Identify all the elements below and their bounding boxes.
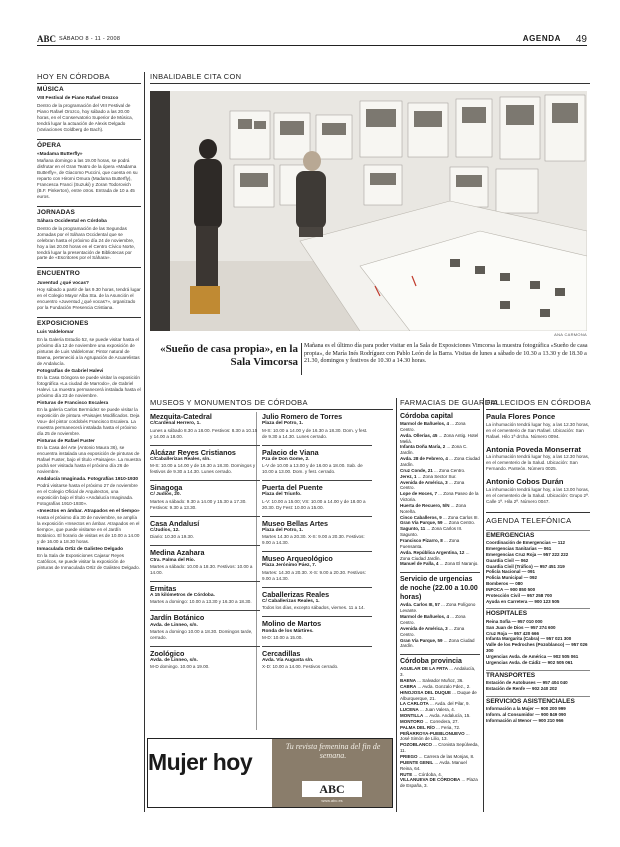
pharmacy-address: Avenida de América, 3 (400, 625, 448, 631)
museum-name: Alcázar Reyes Cristianos (150, 445, 260, 457)
separator: ... (442, 537, 450, 543)
phone-row: Ayuda en Carretera — 900 123 505 (486, 598, 560, 604)
museum-address: Plaza Jerónimo Páez, 7. (262, 563, 317, 569)
phone-row: Reina Sofía — 957 010 000 (486, 618, 543, 624)
museum-address: Avda. de Linneo, s/n. (150, 622, 198, 628)
separator: ... (449, 614, 456, 620)
phone-row: Información a la Mujer — 900 200 999 (486, 706, 566, 712)
pharmacy-row (400, 731, 480, 743)
museums-title: MUSEOS Y MONUMENTOS DE CÓRDOBA (150, 398, 308, 407)
pharmacy-row (400, 626, 480, 638)
deaths-title: FALLECIDOS EN CÓRDOBA (486, 398, 592, 407)
event-description: En la Casa Góngora se puede visitar la exposición fotográfica «La ciudad de Marrodo», de Gabriel Halevi. La muestra permanecerá instalada hasta el próximo día 23 de noviembre. (37, 374, 141, 398)
separator: ... (416, 683, 423, 689)
photo-section-title: INBALIDABLE CITA CON (150, 72, 242, 81)
divider (150, 83, 590, 84)
separator: ... (441, 514, 449, 520)
phone-row: Policía Nacional — 091 (486, 569, 536, 575)
pharmacy-zone: Zona Centro. (400, 614, 466, 625)
issue-date: SÁBADO 8 - 11 - 2008 (59, 36, 121, 42)
pharmacy-address: Cruz Conde, 21 (400, 467, 433, 473)
event-title: Luis Valdelomar (37, 330, 74, 336)
event-title: Pinturas de Francisco Escalera (37, 400, 109, 406)
museum-hours: Martes: 14.30 a 20.30. X-S: 9.00 a 20.30. Festivos: 9.00 a 14.30. (262, 569, 366, 581)
museum-name: Medina Azahara (150, 545, 260, 557)
pharmacy-row (400, 503, 480, 515)
museum-hours: Martes a domingo: 10.00 a 13.30 y 16.30 a 18.30. (150, 599, 252, 605)
museum-hours: Martes a sábado: 10.00 a 18.30. Festivos: 10.00 a 14.00. (150, 563, 253, 575)
pharmacy-zone: Zona Ciudad Jardín. (400, 456, 480, 467)
museums-column-2 (262, 412, 372, 670)
pharmacy-zone: Zona Antig. Hotel Meliá. (400, 432, 479, 444)
event-description: Mañana domingo a las 19.00 horas, se podrá disfrutar en el Gran Teatro de la ópera «Madama Butterfly», de Giacomo Puccini, que cuenta en su reparto con Hiromi Omura (Madama Butterfly), Francesca Franci (Suzuki) y Zoran Todorovich (B.F. Pinkerton), entre otros. Entrada de 10 a 45 euros. (37, 158, 138, 199)
pharmacy-address: CABRA (400, 683, 417, 689)
pharmacy-row (400, 690, 480, 702)
pharmacy-row (400, 480, 480, 492)
event-description: En la Galería Estudio 52, se puede visitar hasta el próximo día 12 de noviembre una exposición de pinturas de Luis Valdelomar. Pintor natural de Baena, perteneció a la Agrupación de Acuarelistas de Andalucía. (37, 336, 140, 366)
phone-row: Infanta Margarita (Cabra) — 957 021 300 (486, 636, 572, 642)
museum-name: Puerta del Puente (262, 480, 372, 492)
event-title: «Madama Butterfly» (37, 151, 83, 157)
pharmacy-zone: Zona Polígono Levante. (400, 602, 476, 614)
divider (400, 409, 480, 410)
abc-logo: ABC (302, 781, 362, 797)
burial-details: La inhumación tendrá lugar hoy, a las 13.00 horas, en el cementerio de la Salud. Ubicación: Grupo 2ª. Calle 1ª. Hila 2ª. Número 0047. (486, 487, 590, 504)
pharmacy-address: LA CARLOTA (400, 701, 429, 707)
pharmacy-zone: Salvador Muñoz, 36. (422, 678, 464, 683)
pharmacy-row (400, 614, 480, 626)
phone-row: Bomberos — 080 (486, 581, 523, 587)
pharmacy-address: VILLANUEVA DE CÓRDOBA (400, 777, 461, 783)
event-description: Hasta el próximo día 30 de noviembre, se amplía la exposición «Insectos en ámbar. Atrapados en el tiempo», que puede visitarse en el Jardín Botánico. El horario de visitas es de 10.00 a 14.00 y de 16.00 a 18.30 horas. (37, 515, 140, 544)
pharmacy-zone: Cronista Sepúlveda, 11. (400, 742, 479, 754)
exhibition-photo-graphic (150, 91, 587, 331)
section-heading: ENCUENTRO (37, 267, 141, 278)
pharmacy-row (400, 538, 480, 550)
left-column-title: HOY EN CÓRDOBA (37, 72, 110, 81)
pharmacy-zone: Corredera, 27. (429, 718, 459, 724)
pharmacy-address: Infanta Doña María, 2 (400, 444, 446, 450)
section-name: AGENDA (522, 34, 561, 43)
column-divider (144, 72, 145, 812)
event-title: Sáhara Occidental en Córdoba (37, 219, 107, 225)
burial-details: La inhumación tendrá lugar hoy, a las 12.30 horas, en el cementerio de la Salud. Ubicación: San Fernando. Panteón. Número 0025. (486, 454, 590, 472)
divider (486, 409, 590, 410)
separator: ... (448, 666, 455, 672)
museum-name: Mezquita-Catedral (150, 412, 212, 421)
phone-row: Policía Municipal — 092 (486, 575, 538, 581)
pharmacy-address: Huerta de Recuero, 5/N (400, 502, 450, 508)
pharmacy-address: RUTE (400, 771, 413, 777)
separator: ... (451, 689, 458, 695)
separator: ... (417, 753, 424, 759)
pharmacy-address: Avda. Carlos III, 57 (400, 602, 440, 608)
museum-hours: X-D: 10.00 a 14.00. Festivos cerrado. (262, 664, 339, 670)
pharmacy-address: PUENTE GENIL (400, 759, 434, 765)
museum-name: Ermitas (150, 581, 260, 593)
exhibition-photo (150, 91, 587, 331)
separator: ... (418, 707, 426, 713)
page-header (37, 34, 587, 46)
pharmacy-address: PRIEGO (400, 753, 418, 759)
brand-logo: ABC (37, 34, 57, 44)
museum-hours: Martes 14.30 a 20.30. X-S: 9.00 a 20.30. Festivos: 9.00 a 14.30. (262, 534, 365, 546)
pharmacy-zone: Zona Ciudad Jardín. (400, 555, 441, 561)
pharmacy-row (400, 550, 480, 562)
phone-row: Información al Menor — 900 210 966 (486, 717, 564, 723)
museum-address: Avda. Vía Augusta s/n. (262, 658, 314, 664)
event-description: En la galería Carlos Bermúdez se puede visitar la exposición de pintura «Paisajes Modificados. Deja Vou» del pintor cordobés Francisco Escalera. La muestra permanecerá instalada hasta el próximo día 25 de noviembre. (37, 406, 140, 436)
pharmacy-row (400, 444, 480, 456)
pharmacy-address: Avda. Ollerías, 45 (400, 432, 438, 438)
pharmacy-row (400, 777, 480, 789)
museums-column-1 (150, 412, 260, 670)
pharmacy-row (400, 491, 480, 503)
phone-directory-title: AGENDA TELEFÓNICA (486, 512, 590, 526)
phone-row: Inform. al Consumidor — 900 849 090 (486, 712, 567, 718)
museum-name: Sinagoga (150, 480, 260, 492)
pharmacy-row (400, 421, 480, 433)
pharmacy-zone: Andalucía, 3. (400, 666, 476, 678)
pharmacy-address: Avenida de América, 3 (400, 479, 448, 485)
pharmacy-zone: Córdoba, 4. (418, 771, 443, 777)
museum-hours: M-D domingo. 10.00 a 19.00. (150, 664, 210, 670)
separator: ... (447, 479, 454, 485)
pharmacy-address: Sagunto, 11 (400, 526, 426, 532)
page-number: 49 (575, 34, 587, 45)
museum-address: A 15 kilómetros de Córdoba. (150, 593, 215, 599)
phone-row: San Juan de Dios — 957 274 600 (486, 624, 556, 630)
separator: ... (439, 602, 447, 608)
burial-details: La inhumación tendrá lugar hoy, a las 12.30 horas, en el cementerio de San Rafael. Ubicación: San Rafael. Hilo 1ª drcha. Número 0094. (486, 421, 590, 439)
museum-hours: Lunes a sábado 8.30 a 18.00. Festivos: 8.30 a 10.15 y 14.00 a 18.00. (150, 427, 258, 439)
separator: ... (447, 456, 455, 462)
pharmacy-address: Marmol de Bañuelos, 4 (400, 614, 450, 620)
left-column (37, 86, 141, 571)
museum-address: Pza de Don Gome, 2. (262, 456, 310, 462)
museum-hours: Martes a sábado: 9.30 a 14.00 y 15.30 a 17.30. Festivos: 9.30 a 13.30. (150, 498, 247, 510)
museum-address: C/ Caballerizas Reales, 1. (262, 599, 320, 605)
separator: ... (412, 771, 419, 777)
separator: ... (464, 730, 470, 736)
museum-address: C/Cardenal Herrero, 1. (150, 421, 201, 427)
pharmacy-address: Jerez, 1 (400, 473, 417, 479)
museum-name: Caballerizas Reales (262, 587, 372, 599)
museum-name: Casa Andalusí (150, 516, 260, 528)
event-description: Dentro de la programación de las Segundas Jornadas por el Sáhara Occidental que se celebran hasta el próximo día 24 de noviembre, hoy a las 20.00 horas en el Centro Cívico Norte, tendrá lugar la presentación de Bibliotecas por parte de «Escritores por el Sáhara». (37, 225, 136, 261)
separator: ... (447, 625, 454, 631)
event-title: Inmaculada Ortiz de Galisteo Delgado (37, 546, 124, 552)
museum-name: Molino de Martos (262, 616, 372, 628)
phone-row: Guardia Civil — 062 (486, 557, 529, 563)
pharmacy-zone: Plaza de España, 3. (400, 777, 478, 789)
pharmacy-zone: Zona Noreña. (400, 502, 467, 514)
deceased-name: Antonia Poveda Monserrat (486, 444, 582, 454)
pharmacy-zone: Juan Valera, 4. (425, 707, 455, 713)
pharmacies-title: FARMACIAS DE GUARDIA (400, 398, 499, 407)
pharmacy-address: Lope de Hoces, 7 (400, 491, 438, 497)
divider (301, 343, 302, 375)
museum-address: Ronda de los Mártires. (262, 628, 314, 634)
pharmacy-address: MONTILLA (400, 713, 424, 719)
pharmacy-address: Cinco Caballeros, 9 (400, 514, 442, 520)
museum-hours: Todos los días, excepto sábados, viernes. 11 a 14. (262, 605, 365, 611)
museum-address: Plaza del Potro, 1. (262, 527, 304, 533)
pharmacy-address: POZOBLANCO (400, 742, 432, 748)
separator: ... (437, 432, 444, 438)
photo-caption: Mañana es el último día para poder visitar en la Sala de Exposiciones Vimcorsa la muestra fotográfica «Sueño de casa propia», de María Inés Rodríguez con Pablo León de la Barra. Visitas de lunes a sábado de 10.30 a 13.30 y de 18.30 a 21.30, domingos y festivos de 10.30 a 14.30 horas. (304, 343, 588, 364)
phone-group-heading: SERVICIOS ASISTENCIALES (486, 696, 590, 706)
phone-row: INFOCA — 900 850 500 (486, 586, 536, 592)
phone-row: Urgencias Avda. de Cádiz — 902 505 061 (486, 659, 573, 665)
column-divider (396, 398, 397, 812)
separator: ... (464, 549, 470, 555)
event-title: VIII Festival de Piano Rafael Orozco (37, 96, 119, 102)
pharmacy-address: Avda. República Argentina, 12 (400, 549, 465, 555)
event-title: Pinturas de Rafael Fuster (37, 438, 95, 444)
pharmacy-zone: Zona Ciudad Jardín. (400, 637, 475, 649)
phone-row: Estación de Renfe — 902 240 202 (486, 685, 558, 691)
pharmacy-zone: Zona C. Jardín. (400, 444, 468, 456)
event-title: Juventud ¿qué vocas? (37, 280, 89, 286)
museum-address: Ctra. Palma del Río. (150, 557, 196, 563)
museum-address: Avda. de Linneo, s/n. (150, 658, 198, 664)
section-heading: EXPOSICIONES (37, 317, 141, 328)
museum-address: C/ Judíos, 20. (150, 492, 181, 498)
museum-hours: L-V: 10.00 a 15.00; VS: 10.00 a 14.00 y de 18.00 a 20.30. Dy Fest: 10.00 a 15.00. (262, 498, 366, 510)
separator: ... (449, 502, 456, 508)
phone-row: Emergencias Sanitarias — 061 (486, 546, 552, 551)
phone-group-heading: EMERGENCIAS (486, 530, 590, 540)
museum-address: Plaza del Potro, 1. (262, 421, 304, 427)
museum-hours: M-D: 10.00 a 15.00. (262, 634, 303, 640)
phone-row: Guardia Civil (Tráfico) — 957 451 319 (486, 563, 565, 569)
pharmacy-address: BAENA (400, 678, 417, 683)
museum-address: Plaza del Triunfo. (262, 492, 302, 498)
deceased-name: Antonio Cobos Durán (486, 477, 564, 487)
pharmacy-address: Gran Vía Parque, 59 (400, 637, 443, 643)
museum-hours: Martes a domingo 10.00 a 18.30. Domingos tarde, cerrado. (150, 628, 253, 640)
column-divider (483, 398, 484, 812)
separator: ... (416, 678, 423, 683)
ad-panel (272, 739, 392, 807)
museum-hours: Diario: 10.30 a 19.30. (150, 534, 194, 540)
pharmacy-row (400, 456, 480, 468)
pharmacy-address: Marmol de Bañuelos, 4 (400, 421, 450, 427)
pharmacy-zone: Zona Carlos III. (448, 514, 479, 520)
separator: ... (433, 759, 440, 765)
pharmacy-zone: Zona Sector Sur. (422, 473, 457, 479)
pharmacy-address: PALMA DEL RÍO (400, 724, 435, 730)
phone-group-heading: HOSPITALES (486, 608, 590, 618)
phone-row: Urgencias Avda. de América — 902 505 061 (486, 653, 579, 659)
separator: ... (432, 742, 439, 748)
divider (37, 83, 141, 84)
separator: ... (442, 520, 449, 526)
separator: ... (434, 724, 442, 730)
museum-name: Cercadillas (262, 646, 372, 658)
separator: ... (425, 526, 432, 532)
pharmacy-zone: José Simón de Lilio, 13. (400, 736, 448, 742)
museum-name: Museo Arqueológico (262, 551, 372, 563)
separator: ... (437, 491, 444, 497)
mujer-hoy-ad[interactable] (147, 738, 393, 808)
photo-credit: ANA CARMONA (554, 332, 587, 337)
pharmacy-zone: Zona Paseo de la Victoria. (400, 491, 479, 503)
museum-name: Zoológico (150, 646, 260, 658)
section-heading: ÓPERA (37, 139, 141, 150)
phone-row: Cruz Roja — 957 420 666 (486, 630, 540, 636)
ad-masthead: Mujer hoy (148, 749, 253, 775)
pharmacy-zone: Zona Carlos III. Sagunto. (400, 526, 463, 538)
event-description: En la Casa del Arte (Antonio Maura 36), se encuentra instalada una exposición de pinturas de Rafael Fuster, bajo el título «Paisajes». La muestra podrá ser visitada hasta el próximo día 26 de noviembre. (37, 444, 141, 474)
divider (150, 409, 393, 410)
pharmacy-heading: Córdoba provincia (400, 654, 480, 666)
pharmacy-zone: Zona Centro. (400, 479, 465, 491)
museum-address: C/Judíos, 12. (150, 527, 180, 533)
pharmacy-address: LUCENA (400, 707, 419, 713)
separator: ... (460, 777, 467, 783)
pharmacy-address: Avda. 28 de Febrero, 4 (400, 456, 448, 462)
deceased-name: Paula Flores Ponce (486, 412, 556, 421)
pharmacy-zone: Avda. Gonzalo Fdez., 2. (422, 683, 471, 689)
pharmacy-zone: Zona El Naranjo. (444, 561, 479, 567)
pull-quote: «Sueño de casa propia», en la Sala Vimcorsa (160, 343, 298, 369)
separator: ... (449, 421, 456, 427)
pharmacy-address: Manuel de Falla, 4 (400, 561, 439, 567)
event-description: Dentro de la programación del VIII Festival de Piano Rafael Orozco, hoy sábado a las 20.00 horas, en el Conservatorio Superior de Música, tendrá lugar la actuación de Alexis Delgado (Variaciones Goldberg de Bach). (37, 102, 134, 132)
ad-url: www.abc.es (321, 798, 343, 803)
pharmacy-row (400, 602, 480, 614)
museum-address: C/Caballerizas Reales, s/n. (150, 456, 211, 462)
pharmacy-address: Gran Vía Parque, 59 (400, 520, 443, 526)
separator: ... (423, 713, 430, 719)
pharmacy-row (400, 666, 480, 678)
pharmacy-zone: Carrera de las Monjas, 8. (423, 753, 475, 759)
separator: ... (423, 718, 430, 724)
pharmacy-zone: Feria, 72. (441, 724, 461, 730)
deaths-column (486, 412, 590, 724)
pharmacy-heading: Córdoba capital (400, 413, 453, 420)
event-title: «Insectos en ámbar. Atrapados en el tiempo» (37, 508, 140, 514)
museum-name: Palacio de Viana (262, 445, 372, 457)
pharmacy-row (400, 561, 480, 567)
museum-hours: M-S: 10.00 a 14.00 y de 16.30 a 18.30. Domingos y festivos de 9.30 a 14.30. Lunes cerrado. (150, 463, 256, 475)
phone-row: Valle de los Pedroches (Pozoblanco) — 957 026 300 (486, 642, 588, 654)
pharmacy-row (400, 760, 480, 772)
ad-tagline: Tu revista femenina del fin de semana. (285, 742, 381, 760)
event-description: Podrá visitarse hasta el próximo 27 de noviembre en el Colegio Oficial de Arquitectos, una exposición bajo el título «Andalucía Imaginada. Fotografías 1910-1930». (37, 483, 138, 506)
pharmacy-row (400, 433, 480, 445)
pharmacy-row (400, 526, 480, 538)
pharmacy-row (400, 638, 480, 650)
pharmacy-zone: Avda. Andalucía, 15. (429, 713, 471, 719)
pharmacy-zone: Zona Centro. (400, 625, 465, 637)
separator: ... (432, 467, 440, 473)
pharmacy-heading: Servicio de urgencias de noche (22.00 a 10.00 horas) (400, 572, 480, 602)
phone-row: Emergencias Cruz Roja — 957 222 222 (486, 551, 569, 557)
section-heading: JORNADAS (37, 206, 141, 217)
separator: ... (438, 561, 445, 567)
pharmacy-address: HINOJOSA DEL DUQUE (400, 689, 452, 695)
phone-row: Coordinación de Emergencias — 112 (486, 540, 566, 546)
pharmacy-zone: Zona Fuensanta. (400, 537, 460, 549)
pharmacy-row (400, 742, 480, 754)
museum-name: Julio Romero de Torres (262, 412, 343, 421)
phone-row: Estación de Autobuses — 957 404 040 (486, 680, 568, 686)
pharmacy-zone: Zona Centro. (439, 467, 466, 473)
pharmacy-zone: Avda. del Pilar, 9. (434, 701, 470, 707)
separator: ... (442, 637, 449, 643)
pharmacy-address: Francisco Pizarro, 8 (400, 537, 443, 543)
pharmacy-zone: Zona Centro. (400, 421, 466, 432)
pharmacy-zone: Avda. Manuel Reina, 64. (400, 759, 467, 771)
pharmacies-column (400, 412, 480, 789)
event-description: Hoy sábado a partir de las 9.30 horas, tendrá lugar en el Colegio Mayor Alba Sta. de la Asunción el encuentro «Juventud ¿qué vocas?», organizado por la Fundación Presencia Cristiana. (37, 287, 141, 311)
separator: ... (428, 701, 435, 707)
museum-name: Jardín Botánico (150, 610, 260, 622)
phone-row: Protección Civil — 957 258 700 (486, 592, 553, 598)
pharmacy-zone: Zona Centro. (448, 520, 476, 526)
event-title: Fotografías de Gabriel Halevi (37, 368, 104, 374)
pharmacy-address: PEÑARROYA-PUEBLONUEVO (400, 730, 465, 736)
event-description: En la Sala de Exposiciones Cajasur Reyes Católicos, se puede visitar la exposición de pinturas de Inmaculada Ortiz de Galisteo Delgado. (37, 553, 140, 571)
phone-group-heading: TRANSPORTES (486, 670, 590, 680)
museum-hours: M-S: 10.00 a 14.00 y de 16.30 a 18.30. Dom. y fest. de 9.30 a 14.30. Lunes cerrado. (262, 427, 368, 439)
pharmacy-zone: Duque de Alburquerque, 21. (400, 689, 477, 701)
event-title: Andalucía Imaginada. Fotografías 1910-1930 (37, 476, 139, 482)
museum-name: Museo Bellas Artes (262, 516, 372, 528)
separator: ... (445, 444, 452, 450)
separator: ... (416, 473, 423, 479)
section-heading: MÚSICA (37, 86, 64, 93)
pharmacy-address: MONTORO (400, 718, 424, 724)
museum-hours: L-V de 10.00 a 13.00 y de 16.00 a 18.00. Sab. de 10.00 a 13.00. Dom. y fest. cerrado. (262, 463, 363, 475)
pharmacy-address: AGUILAR DE LA FRTA (400, 666, 448, 672)
